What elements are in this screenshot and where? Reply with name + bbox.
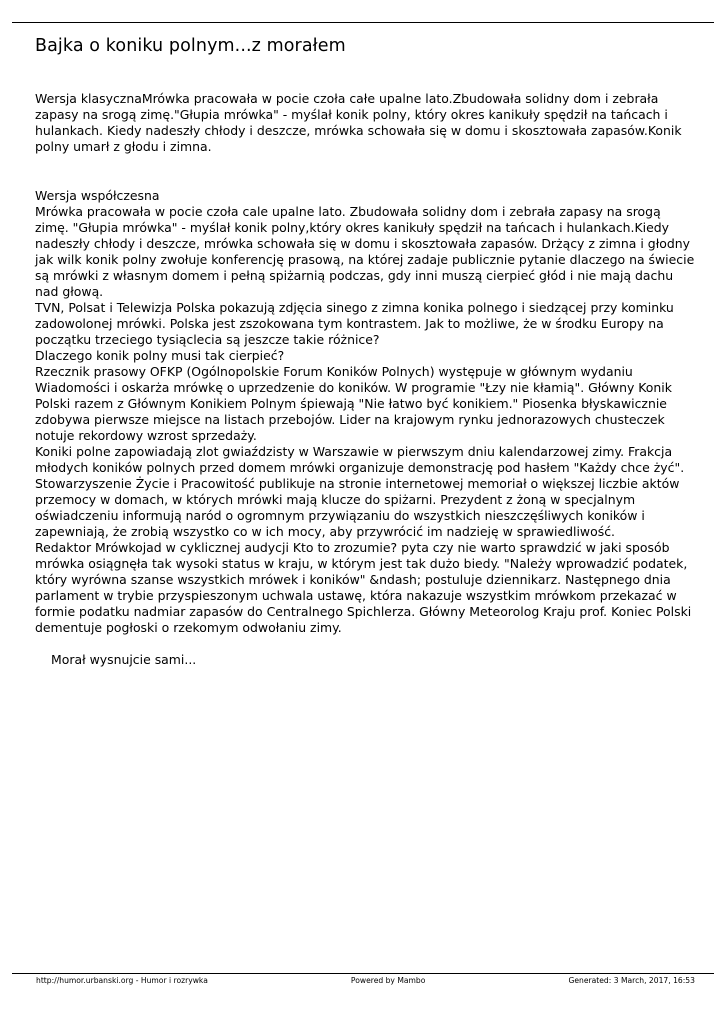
footer-site-link[interactable]: http://humor.urbanski.org - Humor i rozrywka — [36, 976, 208, 985]
modern-paragraph-4: Rzecznik prasowy OFKP (Ogólnopolskie Forum Koników Polnych) występuje w głównym wydaniu Wiadomości i oskarża mrówkę o uprzedzenie do koników. W programie "Łzy nie kłamią". Główny Konik Polski razem z Głównym Konikiem Polnym śpiewają "Nie łatwo być konikiem." Piosenka błyskawicznie zdobywa pierwsze miejsce na listach przebojów. Lider na krajowym rynku jednorazowych chusteczek notuje rekordowy wzrost sprzedaży. — [35, 364, 672, 443]
spacer — [35, 636, 695, 652]
footer-powered-by: Powered by Mambo — [350, 976, 426, 985]
modern-version-heading: Wersja współczesna — [35, 188, 160, 203]
top-divider — [12, 22, 714, 23]
classic-version-paragraph: Wersja klasycznaMrówka pracowała w pocie czoła całe upalne lato.Zbudowała solidny dom i zebrała zapasy na srogą zimę."Głupia mrówka" - myślał konik polny, który okres kanikuły spędził na tańcach i hulankach. Kiedy nadeszły chłody i deszcze, mrówka schowała się w domu i skosztowała zapasów.Konik polny umarł z głodu i zimna. — [35, 91, 682, 154]
modern-paragraph-3: Dlaczego konik polny musi tak cierpieć? — [35, 348, 285, 363]
footer-generated-date: Generated: 3 March, 2017, 16:53 — [568, 976, 695, 985]
spacer — [35, 155, 695, 188]
footer — [36, 976, 695, 985]
page-title: Bajka o koniku polnym...z morałem — [35, 36, 346, 56]
moral-line: Morał wysnujcie sami... — [51, 652, 197, 667]
modern-paragraph-6: Redaktor Mrówkojad w cyklicznej audycji Kto to zrozumie? pyta czy nie warto sprawdzić w jaki sposób mrówka osiągnęła tak wysoki status w kraju, w którym jest tak dużo biedy. "Należy wprowadzić podatek, który wyrówna szanse wszystkich mrówek i koników" &ndash; postuluje dziennikarz. Następnego dnia parlament w trybie przyspieszonym uchwala ustawę, która nakazuje wszystkim mrówkom przekazać w formie podatku nadmiar zapasów do Centralnego Spichlerza. Główny Meteorolog Kraju prof. Koniec Polski dementuje pogłoski o rzekomym odwołaniu zimy. — [35, 540, 692, 635]
modern-paragraph-1: Mrówka pracowała w pocie czoła cale upalne lato. Zbudowała solidny dom i zebrała zapasy na srogą zimę. "Głupia mrówka" - myślał konik polny,który okres kanikuły spędził na tańcach i hulankach.Kiedy nadeszły chłody i deszcze, mrówka schowała się w domu i skosztowała zapasów. Drżący z zimna i głodny jak wilk konik polny zwołuje konferencję prasową, na której zadaje publicznie pytanie dlaczego na świecie są mrówki z własnym domem i pełną spiżarnią podczas, gdy inni muszą cierpieć głód i nie mają dachu nad głową. — [35, 204, 695, 299]
footer-divider — [12, 973, 714, 974]
modern-paragraph-5: Koniki polne zapowiadają zlot gwiaździsty w Warszawie w pierwszym dniu kalendarzowej zimy. Frakcja młodych koników polnych przed domem mrówki organizuje demonstrację pod hasłem "Każdy chce żyć". Stowarzyszenie Życie i Pracowitość publikuje na stronie internetowej memoriał o większej liczbie aktów przemocy w domach, w których mrówki mają klucze do spiżarni. Prezydent z żoną w specjalnym oświadczeniu informują naród o ogromnym przywiązaniu do wszystkich nieszczęśliwych koników i zapewniają, że zrobią wszystko co w ich mocy, aby przywrócić im nadzieję w sprawiedliwość. — [35, 444, 685, 539]
modern-paragraph-2: TVN, Polsat i Telewizja Polska pokazują zdjęcia sinego z zimna konika polnego i siedzącej przy kominku zadowolonej mrówki. Polska jest zszokowana tym kontrastem. Jak to możliwe, że w środku Europy na początku trzeciego tysiąclecia są jeszcze takie różnice? — [35, 300, 674, 347]
article-body — [35, 91, 695, 668]
